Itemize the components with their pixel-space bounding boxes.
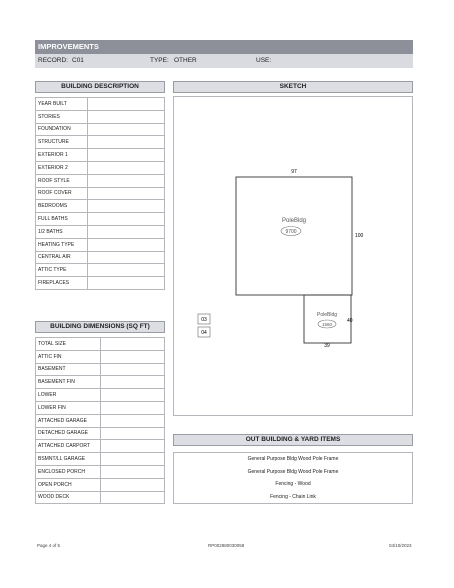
row-value bbox=[101, 478, 165, 491]
outbuildings-title: OUT BUILDING & YARD ITEMS bbox=[245, 436, 341, 443]
table-row bbox=[36, 363, 165, 376]
table-row bbox=[36, 389, 165, 402]
small-right-dimension: 40 bbox=[347, 318, 353, 324]
row-label: STORIES bbox=[36, 110, 88, 123]
row-value bbox=[88, 187, 165, 200]
type-value: OTHER bbox=[174, 57, 197, 64]
row-value bbox=[101, 465, 165, 478]
table-row bbox=[36, 98, 165, 111]
row-value bbox=[101, 440, 165, 453]
building-dimensions-title: BUILDING DIMENSIONS (SQ FT) bbox=[50, 323, 150, 330]
main-building-area: 9700 bbox=[285, 229, 297, 235]
small-building-outline bbox=[304, 295, 351, 343]
row-label: ATTIC TYPE bbox=[36, 264, 88, 277]
small-bottom-dimension: 39 bbox=[324, 343, 330, 349]
footer-page-number: Page 4 of 5 bbox=[37, 543, 61, 548]
row-value bbox=[88, 174, 165, 187]
table-row bbox=[36, 213, 165, 226]
table-row bbox=[36, 465, 165, 478]
outbuildings-header bbox=[173, 434, 413, 446]
table-row bbox=[36, 161, 165, 174]
row-label: STRUCTURE bbox=[36, 136, 88, 149]
table-row bbox=[36, 427, 165, 440]
row-label: BASEMENT FIN bbox=[36, 376, 101, 389]
table-row bbox=[36, 478, 165, 491]
table-row bbox=[36, 187, 165, 200]
row-value bbox=[88, 110, 165, 123]
row-label: OPEN PORCH bbox=[36, 478, 101, 491]
table-row bbox=[36, 414, 165, 427]
table-row bbox=[36, 149, 165, 162]
row-label: ATTIC FIN bbox=[36, 350, 101, 363]
table-row bbox=[36, 453, 165, 466]
row-label: WOOD DECK bbox=[36, 491, 101, 504]
table-row bbox=[36, 251, 165, 264]
row-value bbox=[101, 350, 165, 363]
row-label: ROOF STYLE bbox=[36, 174, 88, 187]
small-building-label: PoleBldg bbox=[316, 312, 338, 318]
row-label: LOWER FIN bbox=[36, 401, 101, 414]
footer-date: 04/10/2023 bbox=[389, 543, 412, 548]
row-value bbox=[88, 98, 165, 111]
row-label: DETACHED GARAGE bbox=[36, 427, 101, 440]
improvements-title: IMPROVEMENTS bbox=[38, 42, 99, 51]
row-value bbox=[101, 376, 165, 389]
sketch-title: SKETCH bbox=[279, 83, 307, 90]
record-value: C01 bbox=[72, 57, 84, 64]
improvements-banner bbox=[35, 40, 413, 54]
table-row bbox=[36, 123, 165, 136]
row-value bbox=[88, 136, 165, 149]
sketch-drawing bbox=[174, 97, 414, 417]
row-label: BEDROOMS bbox=[36, 200, 88, 213]
row-label: LOWER bbox=[36, 389, 101, 402]
footer-parcel-id: RP002880030058 bbox=[208, 543, 245, 548]
row-value bbox=[88, 213, 165, 226]
row-value bbox=[88, 161, 165, 174]
table-row bbox=[36, 136, 165, 149]
table-row bbox=[36, 376, 165, 389]
table-row bbox=[36, 491, 165, 504]
row-label: BASEMENT bbox=[36, 363, 101, 376]
outbuilding-item: Fencing - Wood bbox=[275, 481, 311, 487]
table-row bbox=[36, 238, 165, 251]
row-value bbox=[101, 338, 165, 351]
table-row bbox=[36, 401, 165, 414]
row-value bbox=[88, 200, 165, 213]
row-label: FOUNDATION bbox=[36, 123, 88, 136]
row-label: CENTRAL AIR bbox=[36, 251, 88, 264]
row-label: 1/2 BATHS bbox=[36, 225, 88, 238]
sketch-area bbox=[173, 96, 413, 416]
main-building-label: PoleBldg bbox=[281, 218, 307, 224]
row-value bbox=[101, 453, 165, 466]
sketch-header bbox=[173, 81, 413, 93]
main-building-outline bbox=[236, 177, 352, 295]
row-label: EXTERIOR 2 bbox=[36, 161, 88, 174]
row-label: BSMNT/LL GARAGE bbox=[36, 453, 101, 466]
table-row bbox=[36, 174, 165, 187]
type-label: TYPE: bbox=[150, 57, 169, 64]
building-description-title: BUILDING DESCRIPTION bbox=[61, 83, 139, 90]
row-value bbox=[88, 238, 165, 251]
main-right-dimension: 100 bbox=[355, 233, 364, 239]
outbuilding-item: General Purpose Bldg Wood Pole Frame bbox=[247, 456, 339, 462]
row-value bbox=[88, 149, 165, 162]
small-building-area: 1560 bbox=[321, 322, 333, 327]
row-label: ENCLOSED PORCH bbox=[36, 465, 101, 478]
table-row bbox=[36, 200, 165, 213]
row-label: EXTERIOR 1 bbox=[36, 149, 88, 162]
table-row bbox=[36, 264, 165, 277]
table-row bbox=[36, 440, 165, 453]
row-label: TOTAL SIZE bbox=[36, 338, 101, 351]
row-label: YEAR BUILT bbox=[36, 98, 88, 111]
row-value bbox=[88, 264, 165, 277]
marker-label-1: 03 bbox=[201, 317, 207, 323]
row-value bbox=[88, 251, 165, 264]
table-row bbox=[36, 277, 165, 290]
record-label: RECORD: bbox=[38, 57, 68, 64]
table-row bbox=[36, 338, 165, 351]
table-row bbox=[36, 350, 165, 363]
row-label: ATTACHED GARAGE bbox=[36, 414, 101, 427]
outbuilding-item: General Purpose Bldg Wood Pole Frame bbox=[247, 468, 339, 475]
building-description-header bbox=[35, 81, 165, 93]
row-label: FIREPLACES bbox=[36, 277, 88, 290]
marker-label-2: 04 bbox=[201, 330, 207, 336]
row-label: HEATING TYPE bbox=[36, 238, 88, 251]
outbuilding-item: Fencing - Chain Link bbox=[270, 493, 316, 500]
row-value bbox=[101, 389, 165, 402]
row-value bbox=[101, 401, 165, 414]
main-top-dimension: 97 bbox=[291, 169, 297, 175]
row-label: ATTACHED CARPORT bbox=[36, 440, 101, 453]
row-value bbox=[101, 414, 165, 427]
row-label: ROOF COVER bbox=[36, 187, 88, 200]
row-value bbox=[101, 491, 165, 504]
table-row bbox=[36, 110, 165, 123]
building-dimensions-table bbox=[35, 337, 165, 504]
record-bar bbox=[35, 54, 413, 68]
building-description-table bbox=[35, 97, 165, 290]
building-dimensions-header bbox=[35, 321, 165, 333]
row-value bbox=[88, 277, 165, 290]
row-value bbox=[101, 427, 165, 440]
outbuildings-list bbox=[173, 452, 413, 504]
row-label: FULL BATHS bbox=[36, 213, 88, 226]
row-value bbox=[88, 123, 165, 136]
use-label: USE: bbox=[256, 57, 272, 64]
row-value bbox=[88, 225, 165, 238]
table-row bbox=[36, 225, 165, 238]
row-value bbox=[101, 363, 165, 376]
